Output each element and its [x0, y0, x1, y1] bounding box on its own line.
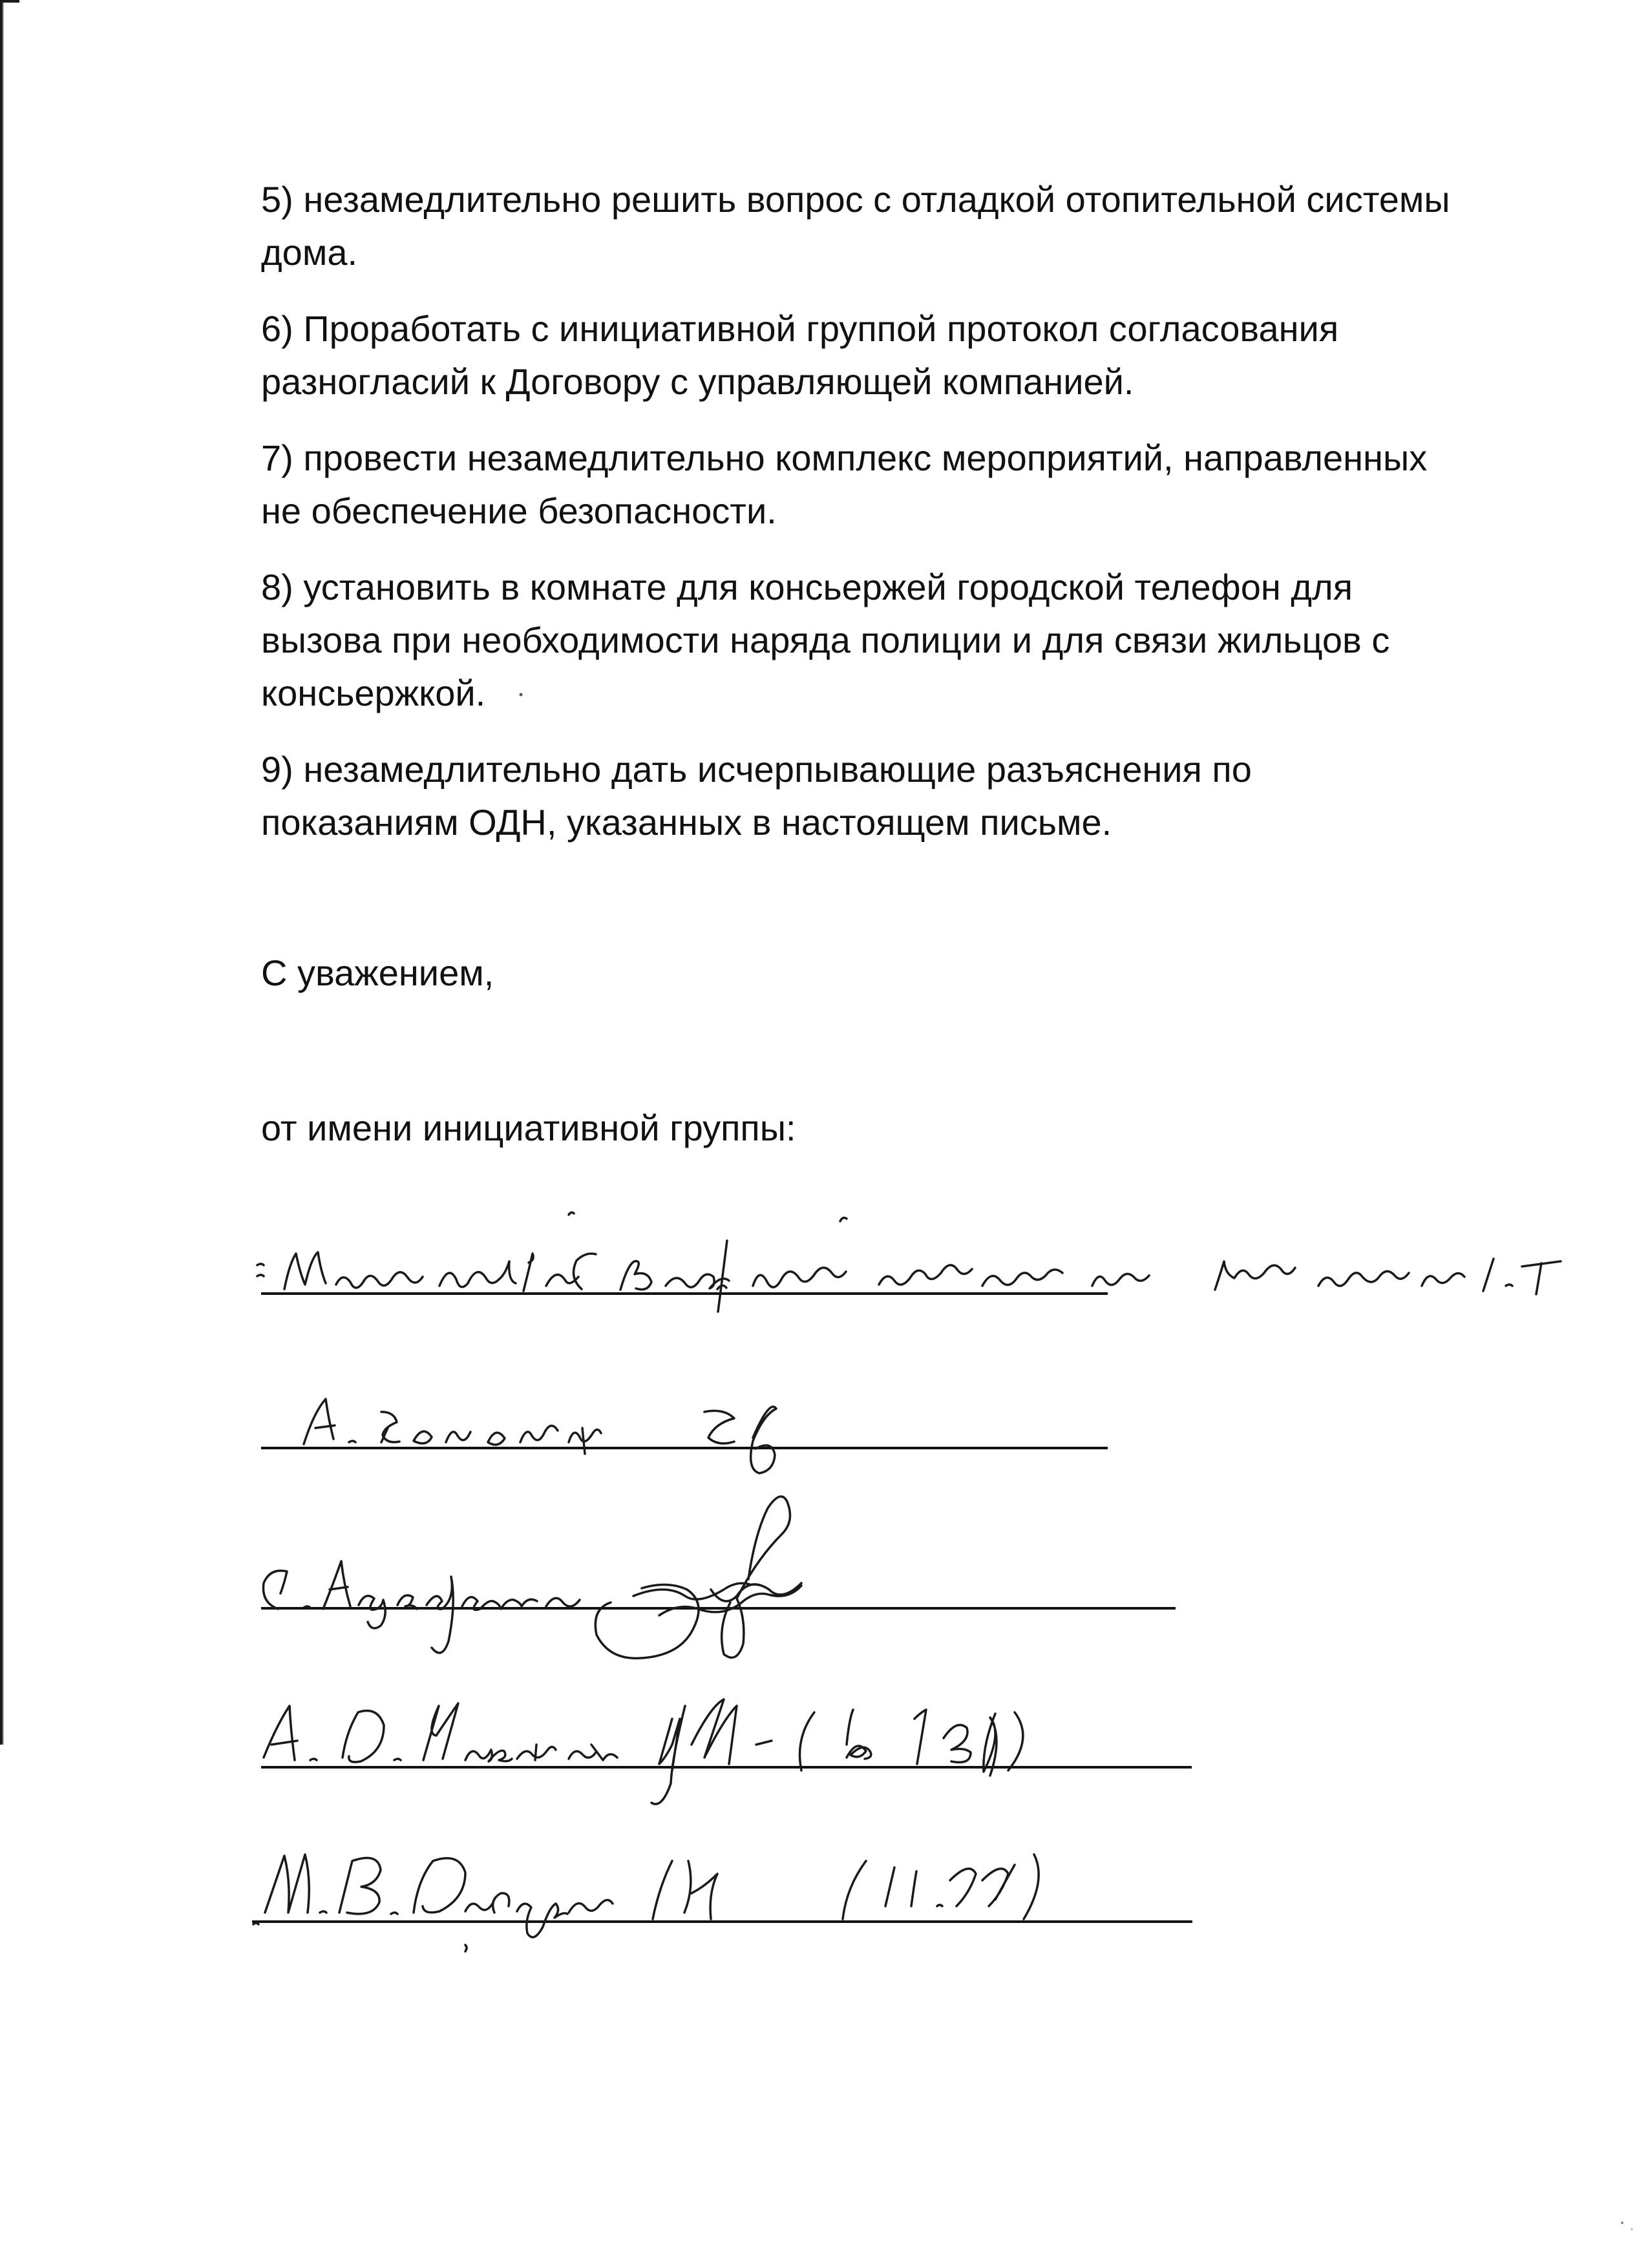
item-text: Проработать с инициативной группой протокол согласования разногласий к Договору с управляющей компанией.	[261, 308, 1339, 402]
initiative-group-label: от имени инициативной группы:	[261, 1108, 796, 1148]
item-text: незамедлительно дать исчерпывающие разъяснения по показаниям ОДН, указанных в настоящем письме.	[261, 749, 1252, 843]
item-text: установить в комнате для консьержей городской телефон для вызова при необходимости наряда полиции и для связи жильцов с консьержкой.	[261, 567, 1390, 713]
item-text: незамедлительно решить вопрос с отладкой отопительной системы дома.	[261, 179, 1450, 273]
item-number: 8)	[261, 567, 293, 607]
item-number: 6)	[261, 308, 293, 349]
item-number: 9)	[261, 749, 293, 790]
closing-salutation: С уважением,	[261, 952, 494, 993]
item-number: 7)	[261, 437, 293, 478]
item-text: провести незамедлительно комплекс мероприятий, направленных не обеспечение безопасности.	[261, 437, 1428, 531]
item-number: 5)	[261, 179, 293, 220]
